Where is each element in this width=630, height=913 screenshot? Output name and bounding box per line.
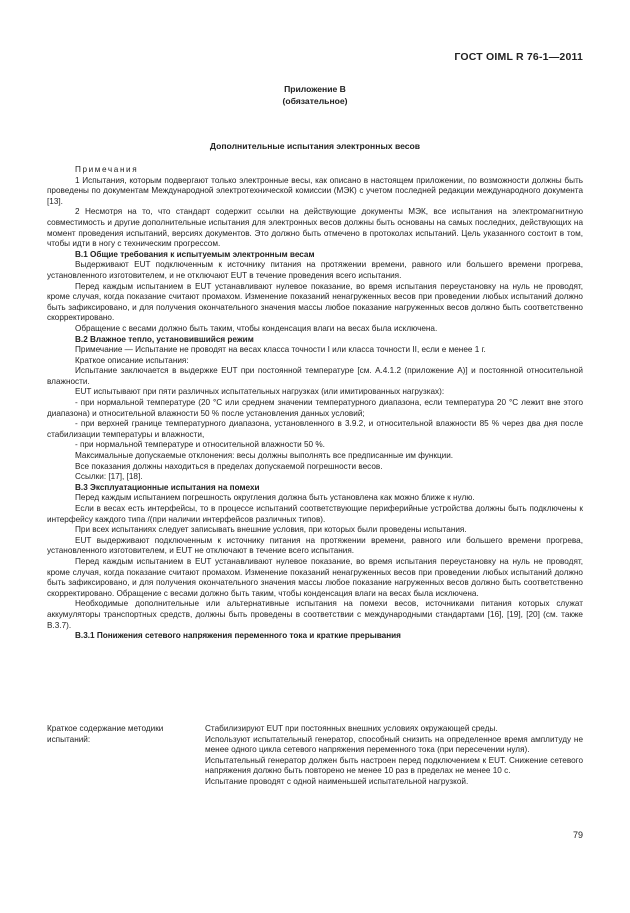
paragraph: Примечания [75,165,139,174]
paragraph: 1 Испытания, которым подвергают только электронные весы, как описано в настоящем приложении, по возможности должны быть проведены по документам Международной электротехнической комиссии (МЭК) с учетом последней редакции международного документа [13]. [47,175,583,206]
paragraph: Необходимые дополнительные или альтернативные испытания на помехи весов, источниками питания которых служат аккумуляторы транспортных средств, должны быть проведены в соответствии с международными стандартами [16], [19], [20] (см. также В.3.7). [47,599,583,630]
paragraph: - при нормальной температуре (20 °С или среднем значении температурного диапазона, если температура 20 °С лежит вне этого диапазона) и относительной влажности 50 % после установления данных условий; [47,398,583,418]
paragraph: EUT выдерживают подключенным к источнику питания на протяжении времени, равного или большего времени прогрева, установленного изготовителем, и EUT не отключают в течение всего испытания. [47,535,583,556]
paragraph: 2 Несмотря на то, что стандарт содержит ссылки на действующие документы МЭК, все испытания на электромагнитную совместимость и другие дополнительные испытания для электронных весов должны быть основаны на самых последних, действующих на момент проведения испытаний, версиях документов. Это должно быть отмечено в протоколах испытаний. Цель указанного состоит в том, чтобы идти в ногу с техническим прогрессом. [47,207,583,249]
paragraph: - при нормальной температуре и относительной влажности 50 %. [75,440,325,450]
method-content [205,724,583,788]
method-paragraph: Испытательный генератор должен быть настроен перед подключением к EUT. Снижение сетевого напряжения должно быть повторено не менее 10 раз в пределах не менее 10 с. [205,755,583,776]
paragraph: Перед каждым испытанием в EUT устанавливают нулевое показание, во время испытания переустановку на нуль не проводят, кроме случая, когда показание считают промахом. Изменение показаний ненагруженных весов при проведении любых испытаний должно быть зафиксировано, и для получения окончательного значения массы любое показание нагруженных весов должно быть соответственно скорректировано. [47,281,583,323]
method-label: Краткое содержание методики испытаний: [47,724,164,744]
paragraph: Краткое описание испытания: [75,355,189,365]
paragraph: Выдерживают EUT подключенным к источнику питания на протяжении времени, равного или большего времени прогрева, установленного изготовителем, и не отключают EUT в течение проведения всего испытания. [47,260,583,280]
paragraph: - при верхней границе температурного диапазона, установленного в 3.9.2, и относительной влажности 85 % через два дня после стабилизации температуры и влажности, [47,419,583,439]
document-body [47,165,583,642]
section-heading: В.1 Общие требования к испытуемым электронным весам [75,249,315,259]
method-paragraph: Используют испытательный генератор, способный снизить на определенное время амплитуду не менее одного цикла сетевого напряжения переменного тока (при пересечении нуля). [205,734,583,755]
paragraph: Все показания должны находиться в пределах допускаемой погрешности весов. [75,461,383,471]
paragraph: Перед каждым испытанием в EUT устанавливают нулевое показание, во время испытания переустановку на нуль не проводят, кроме случая, когда показание считают промахом. Изменение показаний ненагруженных весов при проведении любых испытаний должно быть зафиксировано, и для получения окончательного значения массы любое показание нагруженных весов должно быть соответственно скорректировано. Обращение с весами должно быть таким, чтобы конденсация влаги на весах была исключена. [47,556,583,598]
paragraph: Перед каждым испытанием погрешность округления должна быть установлена как можно ближе к нулю. [75,493,475,503]
paragraph: Ссылки: [17], [18]. [75,472,143,482]
paragraph: Максимальные допускаемые отклонения: весы должны выполнять все предписанные им функции. [75,451,454,461]
section-heading: В.3 Эксплуатационные испытания на помехи [75,482,260,492]
document-code: ГОСТ OIML R 76-1—2011 [454,51,583,63]
section-heading: В.3.1 Понижения сетевого напряжения переменного тока и краткие прерывания [75,631,401,641]
paragraph: Если в весах есть интерфейсы, то в процессе испытаний соответствующие периферийные устройства должны быть подключены к интерфейсу каждого типа /(при наличии интерфейсов различных типов). [47,504,583,524]
annex-status: (обязательное) [282,96,348,106]
section-title: Дополнительные испытания электронных весов [209,141,421,151]
paragraph: EUT испытывают при пяти различных испытательных нагрузках (или имитированных нагрузках): [75,387,445,397]
paragraph: Обращение с весами должно быть таким, чтобы конденсация влаги на весах была исключена. [75,323,438,333]
annex-title: Приложение В [284,84,346,94]
paragraph: Испытание заключается в выдержке EUT при постоянной температуре [см. А.4.1.2 (приложение А)] и постоянной относительной влажности. [47,366,583,386]
page-number: 79 [572,830,583,840]
paragraph: При всех испытаниях следует записывать внешние условия, при которых были проведены испытания. [75,525,467,535]
section-heading: В.2 Влажное тепло, установившийся режим [75,334,254,344]
paragraph: Примечание — Испытание не проводят на весах класса точности I или класса точности II, если e менее 1 г. [75,345,486,355]
method-paragraph: Стабилизируют EUT при постоянных внешних условиях окружающей среды. [205,724,498,733]
method-paragraph: Испытание проводят с одной наименьшей испытательной нагрузкой. [205,776,469,786]
